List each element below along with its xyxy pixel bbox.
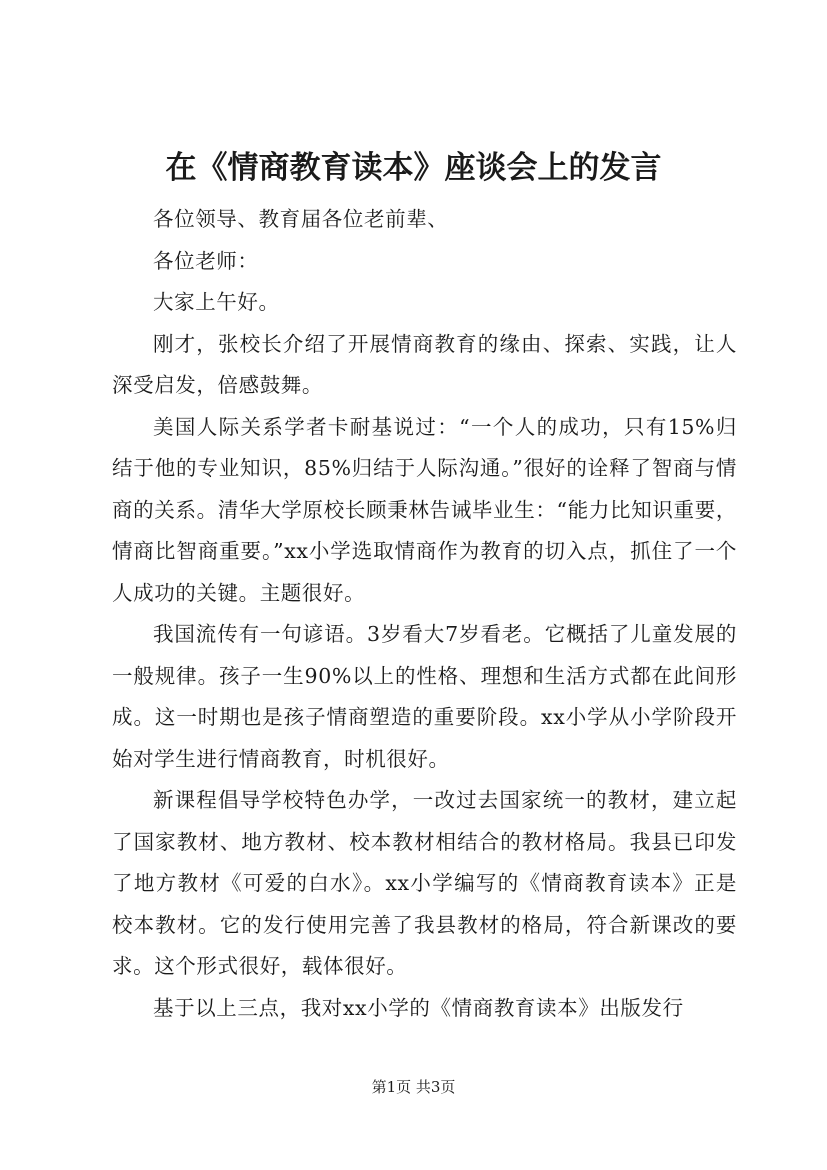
document-title: 在《情商教育读本》座谈会上的发言 <box>165 150 662 186</box>
paragraph-3: 我国流传有一句谚语。3岁看大7岁看老。它概括了儿童发展的一般规律。孩子一生90%以上的性格、理想和生活方式都在此间形成。这一时期也是孩子情商塑造的重要阶段。xx小学从小学阶段开始对学生进行情商教育，时机很好。 <box>112 622 737 771</box>
page-number-footer: 第1页 共3页 <box>371 1078 456 1096</box>
paragraph-salutation-2: 各位老师： <box>153 248 259 273</box>
paragraph-2: 美国人际关系学者卡耐基说过：“一个人的成功，只有15%归结于他的专业知识，85%归结于人际沟通。”很好的诠释了智商与情商的关系。清华大学原校长顾秉林告诫毕业生：“能力比知识重要，情商比智商重要。”xx小学选取情商作为教育的切入点，抓住了一个人成功的关键。主题很好。 <box>112 414 737 605</box>
document-body <box>112 199 737 1029</box>
paragraph-5: 基于以上三点，我对xx小学的《情商教育读本》出版发行 <box>153 995 684 1020</box>
paragraph-greeting: 大家上午好。 <box>153 290 280 314</box>
paragraph-1: 刚才，张校长介绍了开展情商教育的缘由、探索、实践，让人深受启发，倍感鼓舞。 <box>112 331 737 397</box>
paragraph-4: 新课程倡导学校特色办学，一改过去国家统一的教材，建立起了国家教材、地方教材、校本教材相结合的教材格局。我县已印发了地方教材《可爱的白水》。xx小学编写的《情商教育读本》正是校本教材。它的发行使用完善了我县教材的格局，符合新课改的要求。这个形式很好，载体很好。 <box>112 788 737 978</box>
paragraph-salutation-1: 各位领导、教育届各位老前辈、 <box>153 207 449 231</box>
